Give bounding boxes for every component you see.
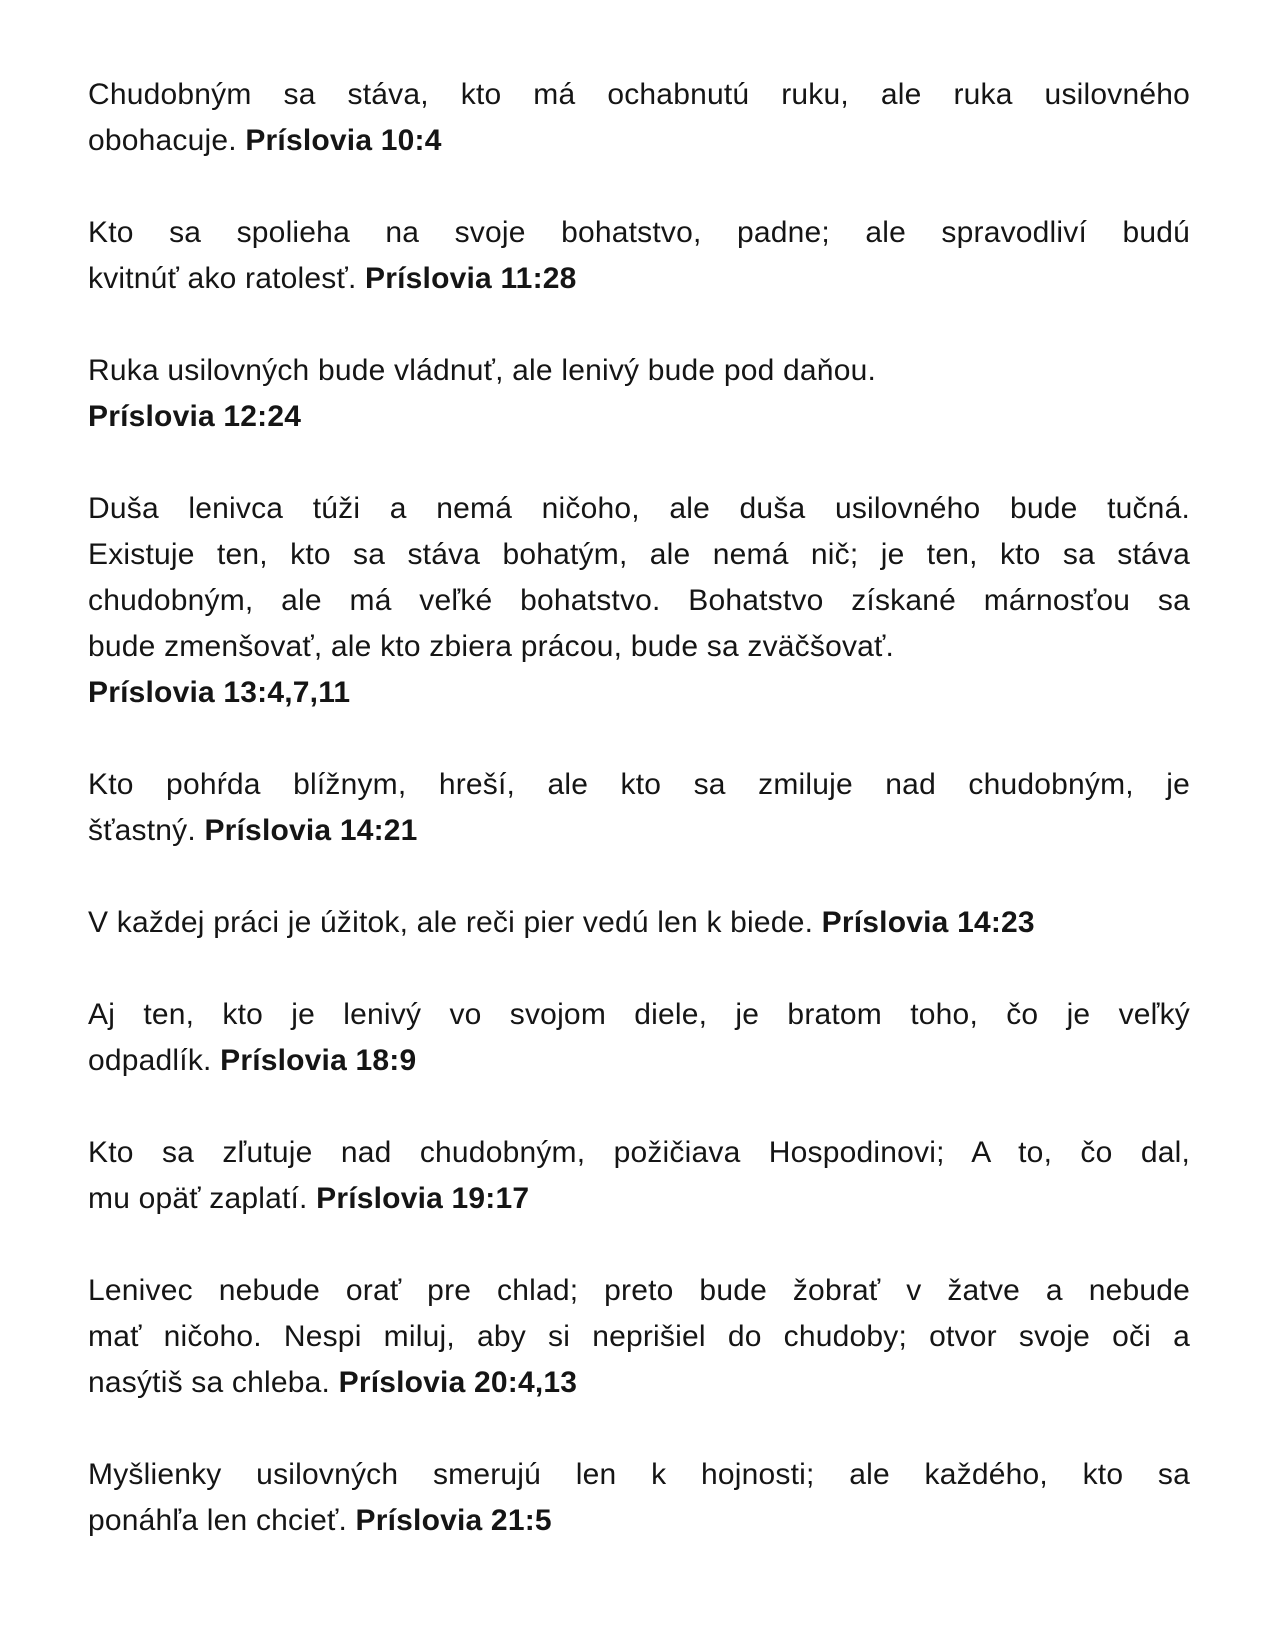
verse-text: Ruka usilovných bude vládnuť, ale lenivý bude pod daňou. xyxy=(88,354,876,387)
verse-paragraph-20-4-13 xyxy=(88,1268,1190,1406)
verse-line: chudobným, ale má veľké bohatstvo. Bohatstvo získané márnosťou sa xyxy=(88,584,1190,617)
verse-reference: Príslovia 10:4 xyxy=(245,124,442,157)
verse-text: V každej práci je úžitok, ale reči pier vedú len k biede. xyxy=(88,906,814,939)
verse-text: mu opäť zaplatí. xyxy=(88,1182,308,1215)
verse-paragraph-21-5 xyxy=(88,1452,1190,1544)
verse-reference: Príslovia 14:21 xyxy=(204,814,418,847)
verse-paragraph-18-9 xyxy=(88,992,1190,1084)
verse-text: kvitnúť ako ratolesť. xyxy=(88,262,357,295)
verse-text: nasýtiš sa chleba. xyxy=(88,1366,331,1399)
verse-line: Kto pohŕda blížnym, hreší, ale kto sa zmiluje nad chudobným, je xyxy=(88,768,1190,801)
verse-paragraph-13-4-7-11 xyxy=(88,486,1190,716)
verse-reference: Príslovia 21:5 xyxy=(355,1504,552,1537)
verse-last-line xyxy=(88,1176,1190,1222)
verse-text: ponáhľa len chcieť. xyxy=(88,1504,347,1537)
verse-text: odpadlík. xyxy=(88,1044,212,1077)
verse-last-line xyxy=(88,118,1190,164)
verse-reference: Príslovia 19:17 xyxy=(316,1182,530,1215)
verse-reference: Príslovia 18:9 xyxy=(220,1044,417,1077)
verse-reference: Príslovia 11:28 xyxy=(365,262,577,295)
verse-last-line xyxy=(88,1360,1190,1406)
verse-reference: Príslovia 13:4,7,11 xyxy=(88,676,351,709)
verse-reference: Príslovia 14:23 xyxy=(821,906,1035,939)
verse-last-line xyxy=(88,1498,1190,1544)
verse-line: Aj ten, kto je lenivý vo svojom diele, je bratom toho, čo je veľký xyxy=(88,998,1190,1031)
verse-last-line xyxy=(88,808,1190,854)
verse-last-line xyxy=(88,1038,1190,1084)
verse-line: Myšlienky usilovných smerujú len k hojnosti; ale každého, kto sa xyxy=(88,1458,1190,1491)
verse-last-line xyxy=(88,348,1190,394)
verse-line: Duša lenivca túži a nemá ničoho, ale duša usilovného bude tučná. xyxy=(88,492,1190,525)
verse-line: Kto sa zľutuje nad chudobným, požičiava Hospodinovi; A to, čo dal, xyxy=(88,1136,1190,1169)
verse-paragraph-12-24 xyxy=(88,348,1190,440)
verse-paragraph-14-21 xyxy=(88,762,1190,854)
verse-paragraph-11-28 xyxy=(88,210,1190,302)
verse-reference: Príslovia 12:24 xyxy=(88,400,302,433)
verse-line: Chudobným sa stáva, kto má ochabnutú ruku, ale ruka usilovného xyxy=(88,78,1190,111)
verse-line: Lenivec nebude orať pre chlad; preto bude žobrať v žatve a nebude xyxy=(88,1274,1190,1307)
verse-line: Existuje ten, kto sa stáva bohatým, ale nemá nič; je ten, kto sa stáva xyxy=(88,538,1190,571)
verse-text: obohacuje. xyxy=(88,124,237,157)
verse-text: šťastný. xyxy=(88,814,196,847)
verse-last-line xyxy=(88,624,1190,670)
verse-paragraph-10-4 xyxy=(88,72,1190,164)
verse-line: mať ničoho. Nespi miluj, aby si neprišiel do chudoby; otvor svoje oči a xyxy=(88,1320,1190,1353)
verse-text: bude zmenšovať, ale kto zbiera prácou, bude sa zväčšovať. xyxy=(88,630,895,663)
verse-last-line xyxy=(88,900,1190,946)
verse-last-line xyxy=(88,256,1190,302)
verse-reference: Príslovia 20:4,13 xyxy=(338,1366,578,1399)
verse-paragraph-19-17 xyxy=(88,1130,1190,1222)
verse-line: Kto sa spolieha na svoje bohatstvo, padne; ale spravodliví budú xyxy=(88,216,1190,249)
verse-paragraph-14-23 xyxy=(88,900,1190,946)
